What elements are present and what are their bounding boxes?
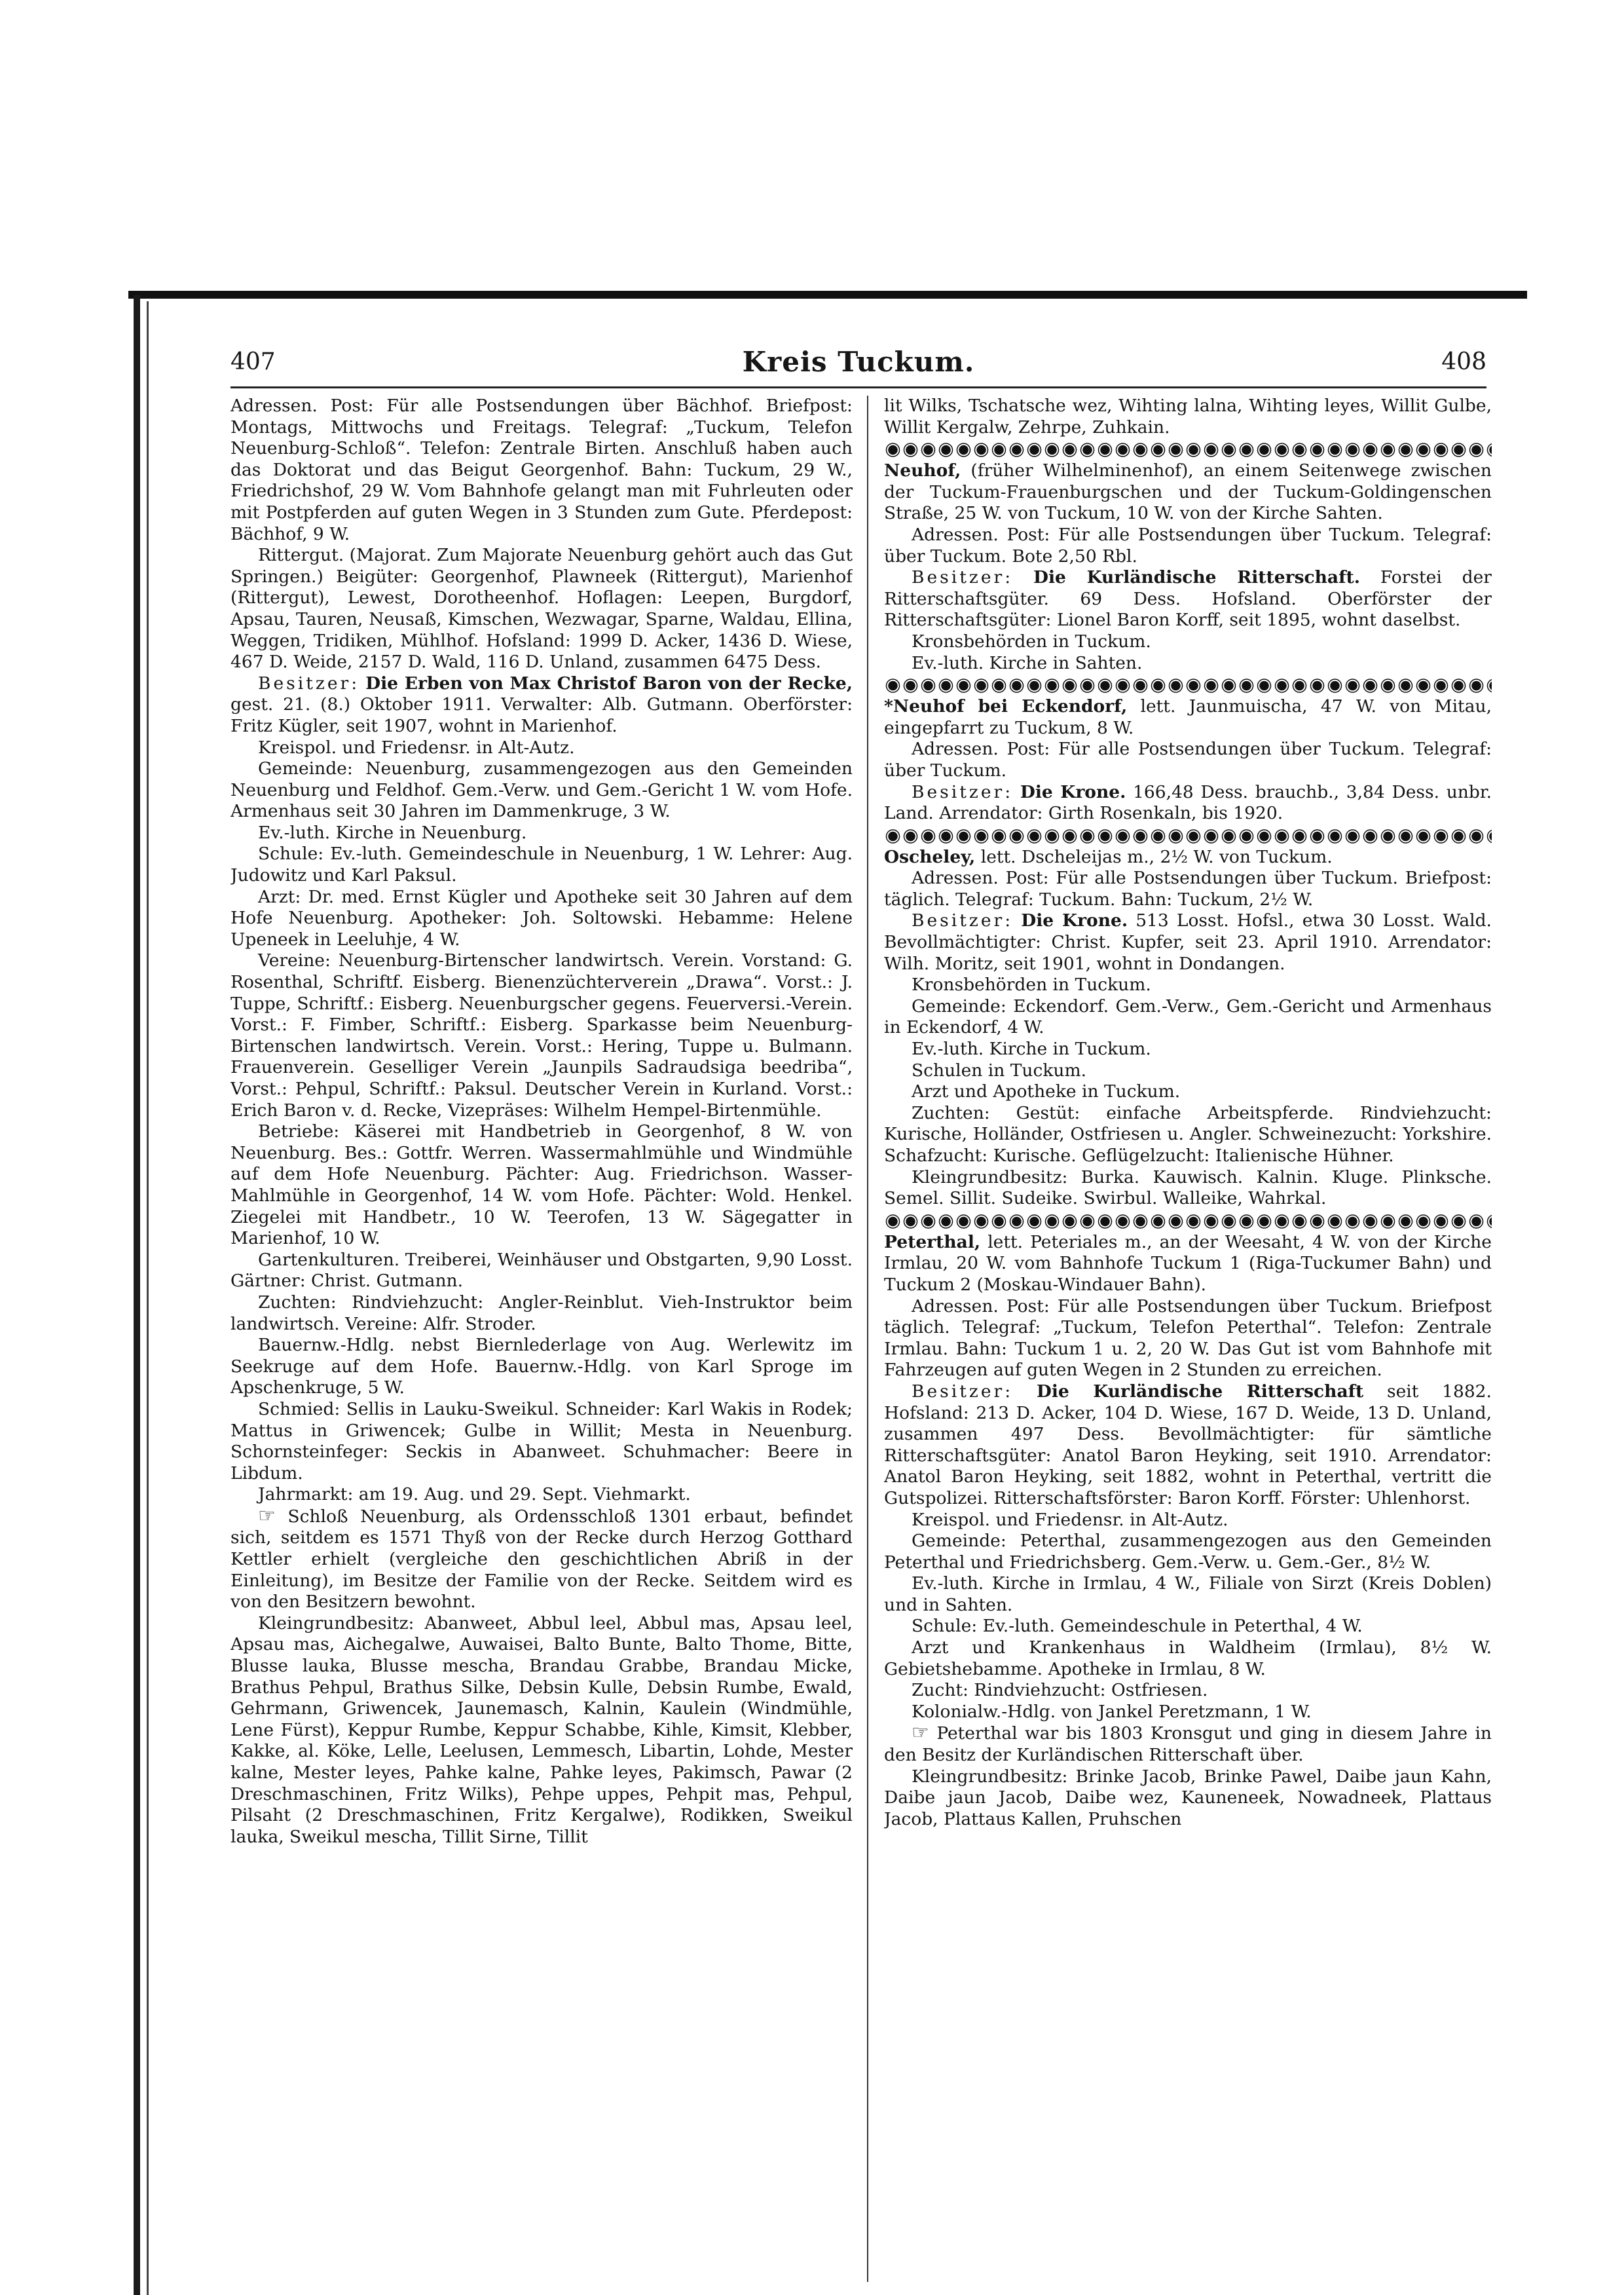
paragraph-vereine: Vereine: Neuenburg-Birtenscher landwirtsch. Verein. Vorstand: G. Rosenthal, Schriftf. Eisberg. Bienenzüchterverein „Drawa“. Vorst.: J. Tuppe, Schriftf.: Eisberg. Neuenburgscher gegens. Feuerversi.-Verein. Vorst.: F. Fimber, Schriftf.: Eisberg. Sparkasse beim Neuenburg-Birtenschen landwirtsch. Verein. Vorst.: Hering, Tuppe u. Bulmann. Frauenverein. Geselliger Verein „Jaunpils Sadraudsiga beedriba“, Vorst.: Pehpul, Schriftf.: Paksul. Deutscher Verein in Kurland. Vorst.: Erich Baron v. d. Recke, Vizepräses: Wilhelm Hempel-Birtenmühle.	[231, 950, 853, 1121]
entry-title: Oscheley,	[884, 846, 976, 867]
oscheley-krons: Kronsbehörden in Tuckum.	[912, 975, 1151, 996]
ornament-divider	[884, 827, 1492, 846]
paragraph-gemeinde: Gemeinde: Neuenburg, zusammengezogen aus den Gemeinden Neuenburg und Feldhof. Gem.-Verw. und Gem.-Gericht 1 W. vom Hofe. Armenhaus seit 30 Jahren im Dammenkruge, 3 W.	[231, 758, 853, 822]
oscheley-addresses: Adressen. Post: Für alle Postsendungen über Tuckum. Briefpost: täglich. Telegraf: Tuckum. Bahn: Tuckum, 2½ W.	[884, 868, 1492, 910]
page-edge-left	[134, 295, 140, 2295]
peterthal-zucht: Zucht: Rindviehzucht: Ostfriesen.	[912, 1680, 1208, 1701]
running-title: Kreis Tuckum.	[742, 346, 975, 378]
entry-peterthal	[884, 1232, 1492, 1296]
owner-label: Besitzer:	[912, 910, 1014, 931]
eckendorf-addresses: Adressen. Post: Für alle Postsendungen über Tuckum. Telegraf: über Tuckum.	[884, 739, 1492, 781]
peterthal-kleingrund: Kleingrundbesitz: Brinke Jacob, Brinke Pawel, Daibe jaun Kahn, Daibe jaun Jacob, Daibe wez, Kauneneek, Nowadneek, Plattaus Jacob, Plattaus Kallen, Pruhschen	[884, 1766, 1492, 1829]
peterthal-church: Ev.-luth. Kirche in Irmlau, 4 W., Filiale von Sirzt (Kreis Doblen) und in Sahten.	[884, 1573, 1492, 1615]
history-text: Peterthal war bis 1803 Kronsgut und ging in diesem Jahre in den Besitz der Kurländischen Ritterschaft über.	[884, 1723, 1492, 1766]
paragraph-bauernw: Bauernw.-Hdlg. nebst Biernlederlage von Aug. Werlewitz im Seekruge auf dem Hofe. Bauernw.-Hdlg. von Karl Sproge im Apschenkruge, 5 W.	[231, 1335, 853, 1398]
neuhof-krons: Kronsbehörden in Tuckum.	[912, 631, 1151, 652]
owner-name: Die Krone.	[1021, 910, 1128, 931]
owner-details: seit 1882. Hofsland: 213 D. Acker, 104 D. Wiese, 167 D. Weide, 13 D. Unland, zusammen 497 Dess. Bevollmächtigter: für sämtliche Ritterschaftsgüter: Anatol Baron Heyking, seit 1910. Arrendator: Anatol Baron Heyking, seit 1882, wohnt in Peterthal, vertritt die Gutspolizei. Ritterschaftsförster: Baron Korff. Förster: Uhlenhorst.	[884, 1381, 1492, 1508]
right-column	[884, 396, 1492, 2282]
owner-details: Forstei der Ritterschaftsgüter. 69 Dess. Hofsland. Oberförster der Ritterschaftsgüter: Lionel Baron Korff, seit 1895, wohnt daselbst.	[884, 567, 1492, 631]
header-rule	[231, 386, 1486, 388]
peterthal-arzt: Arzt und Krankenhaus in Waldheim (Irmlau), 8½ W. Gebietshebamme. Apotheke in Irmlau, 8 W.	[884, 1637, 1492, 1679]
entry-text: (früher Wilhelminenhof), an einem Seitenwege zwischen der Tuckum-Frauenburgschen und der Tuckum-Goldingenschen Straße, 25 W. von Tuckum, 10 W. von der Kirche Sahten.	[884, 460, 1492, 524]
owner-name: Die Kurländische Ritterschaft	[1036, 1381, 1364, 1402]
peterthal-kolonial: Kolonialw.-Hdlg. von Jankel Peretzmann, 1 W.	[912, 1701, 1312, 1722]
page-edge-shadow	[147, 301, 149, 2295]
neuhof-church: Ev.-luth. Kirche in Sahten.	[912, 652, 1143, 673]
entry-text: lett. Jaunmuischa, 47 W. von Mitau, eingepfarrt zu Tuckum, 8 W.	[884, 696, 1492, 738]
oscheley-kleingrund: Kleingrundbesitz: Burka. Kauwisch. Kalnin. Kluge. Plinksche. Semel. Sillit. Sudeike. Swirbul. Walleike, Wahrkal.	[884, 1166, 1492, 1209]
pointing-hand-icon: ☞	[912, 1721, 929, 1745]
ornament-divider	[884, 1212, 1492, 1231]
peterthal-kreispol: Kreispol. und Friedensr. in Alt-Autz.	[912, 1509, 1228, 1530]
owner-label: Besitzer:	[258, 673, 360, 694]
peterthal-gemeinde: Gemeinde: Peterthal, zusammengezogen aus den Gemeinden Peterthal und Friedrichsberg. Gem.-Verw. u. Gem.-Ger., 8½ W.	[884, 1531, 1492, 1573]
eckendorf-owner	[884, 782, 1492, 825]
oscheley-zuchten: Zuchten: Gestüt: einfache Arbeitspferde. Rindviehzucht: Kurische, Holländer, Ostfriesen u. Angler. Schweinezucht: Yorkshire. Schafzucht: Kurische. Geflügelzucht: Italienische Hühner.	[884, 1102, 1492, 1166]
peterthal-owner	[884, 1381, 1492, 1510]
page-header	[231, 348, 1486, 381]
peterthal-school: Schule: Ev.-luth. Gemeindeschule in Peterthal, 4 W.	[912, 1616, 1363, 1637]
entry-text: lett. Dscheleijas m., 2½ W. von Tuckum.	[980, 846, 1333, 867]
peterthal-history	[884, 1723, 1492, 1766]
paragraph-schloss	[231, 1506, 853, 1613]
column-divider	[867, 396, 868, 2282]
owner-details: 513 Losst. Hofsl., etwa 30 Losst. Wald. Bevollmächtigter: Christ. Kupfer, seit 23. April 1910. Arrendator: Wilh. Moritz, seit 1901, wohnt in Dondangen.	[884, 910, 1492, 974]
oscheley-church: Ev.-luth. Kirche in Tuckum.	[912, 1039, 1151, 1060]
owner-name: Die Erben von Max Christof Baron von der Recke,	[365, 673, 853, 694]
entry-title: Neuhof,	[884, 460, 961, 481]
neuhof-owner	[884, 567, 1492, 631]
entry-title: *Neuhof bei Eckendorf,	[884, 696, 1128, 717]
ornament-divider	[884, 441, 1492, 459]
paragraph-continued: lit Wilks, Tschatsche wez, Wihting lalna, Wihting leyes, Willit Gulbe, Willit Kergalw, Zehrpe, Zuhkain.	[884, 396, 1492, 438]
paragraph-school: Schule: Ev.-luth. Gemeindeschule in Neuenburg, 1 W. Lehrer: Aug. Judowitz und Karl Paksul.	[231, 844, 853, 886]
neuhof-addresses: Adressen. Post: Für alle Postsendungen über Tuckum. Telegraf: über Tuckum. Bote 2,50 Rbl.	[884, 524, 1492, 567]
schloss-text: Schloß Neuenburg, als Ordensschloß 1301 erbaut, befindet sich, seitdem es 1571 Thyß von der Recke durch Herzog Gotthard Kettler erhielt (vergleiche den geschichtlichen Abriß in der Einleitung), im Besitze der Familie von der Recke. Seitdem wird es von den Besitzern bewohnt.	[231, 1506, 853, 1613]
paragraph-arzt: Arzt: Dr. med. Ernst Kügler und Apotheke seit 30 Jahren auf dem Hofe Neuenburg. Apotheker: Joh. Soltowski. Hebamme: Helene Upeneek in Leeluhje, 4 W.	[231, 886, 853, 950]
left-column	[231, 396, 853, 2282]
paragraph-church: Ev.-luth. Kirche in Neuenburg.	[258, 822, 527, 843]
paragraph-addresses: Adressen. Post: Für alle Postsendungen über Bächhof. Briefpost: Montags, Mittwochs und Freitags. Telegraf: „Tuckum, Telefon Neuenburg-Schloß“. Telefon: Zentrale Birten. Anschluß haben auch das Doktorat und das Beigut Georgenhof. Bahn: Tuckum, 29 W., Friedrichshof, 29 W. Vom Bahnhofe gelangt man mit Fuhrleuten oder mit Postpferden auf guten Wegen in 3 Stunden zum Gute. Pferdepost: Bächhof, 9 W.	[231, 396, 853, 544]
oscheley-arzt: Arzt und Apotheke in Tuckum.	[912, 1081, 1181, 1102]
paragraph-zuchten: Zuchten: Rindviehzucht: Angler-Reinblut. Vieh-Instruktor beim landwirtsch. Vereine: Alfr. Stroder.	[231, 1292, 853, 1334]
paragraph-garten: Gartenkulturen. Treiberei, Weinhäuser und Obstgarten, 9,90 Losst. Gärtner: Christ. Gutmann.	[231, 1249, 853, 1292]
entry-title: Peterthal,	[884, 1231, 981, 1252]
owner-label: Besitzer:	[912, 781, 1014, 802]
entry-oscheley	[884, 847, 1492, 868]
pointing-hand-icon: ☞	[258, 1504, 276, 1527]
paragraph-jahrmarkt: Jahrmarkt: am 19. Aug. und 29. Sept. Viehmarkt.	[258, 1484, 691, 1505]
page-edge-top	[128, 291, 1527, 299]
owner-name: Die Kurländische Ritterschaft.	[1033, 567, 1360, 588]
ornament-divider	[884, 677, 1492, 695]
paragraph-kreispol: Kreispol. und Friedensr. in Alt-Autz.	[258, 737, 575, 758]
oscheley-owner	[884, 910, 1492, 975]
oscheley-gemeinde: Gemeinde: Eckendorf. Gem.-Verw., Gem.-Gericht und Armenhaus in Eckendorf, 4 W.	[884, 996, 1492, 1038]
owner-name: Die Krone.	[1020, 781, 1126, 802]
owner-label: Besitzer:	[912, 1381, 1014, 1402]
paragraph-rittergut: Rittergut. (Majorat. Zum Majorate Neuenburg gehört auch das Gut Springen.) Beigüter: Georgenhof, Plawneek (Rittergut), Marienhof (Rittergut), Lewest, Dorotheenhof. Hoflagen: Leepen, Burgdorf, Apsau, Tauren, Neusaß, Kimschen, Wezwagar, Sparne, Waldau, Ellina, Weggen, Tridiken, Mühlhof. Hofsland: 1999 D. Acker, 1436 D. Wiese, 467 D. Weide, 2157 D. Wald, 116 D. Unland, zusammen 6475 Dess.	[231, 545, 853, 673]
owner-label: Besitzer:	[912, 567, 1014, 588]
peterthal-addresses: Adressen. Post: Für alle Postsendungen über Tuckum. Briefpost täglich. Telegraf: „Tuckum, Telefon Peterthal“. Telefon: Zentrale Irmlau. Bahn: Tuckum 1 u. 2, 20 W. Das Gut ist vom Bahnhofe mit Fahrzeugen auf guten Wegen in 2 Stunden zu erreichen.	[884, 1296, 1492, 1381]
entry-neuhof	[884, 460, 1492, 525]
paragraph-owner	[231, 673, 853, 737]
paragraph-kleingrund: Kleingrundbesitz: Abanweet, Abbul leel, Abbul mas, Apsau leel, Apsau mas, Aichegalwe, Auwaisei, Balto Bunte, Balto Thome, Bitte, Blusse lauka, Blusse mescha, Brandau Grabbe, Brandau Micke, Brathus Pehpul, Brathus Silke, Debsin Kulle, Debsin Rumbe, Ewald, Gehrmann, Griwencek, Jaunemasch, Kalnin, Kaulein (Windmühle, Lene Fürst), Keppur Rumbe, Keppur Schabbe, Kihle, Kimsit, Klebber, Kakke, al. Köke, Lelle, Leelusen, Lemmesch, Libartin, Lohde, Mester kalne, Mester leyes, Pahke kalne, Pahke leyes, Pakimsch, Pawar (2 Dreschmaschinen, Fritz Wilks), Pehpe uppes, Pehpit mas, Pehpul, Pilsaht (2 Dreschmaschinen, Fritz Kergalwe), Rodikken, Sweikul lauka, Sweikul mescha, Tillit Sirne, Tillit	[231, 1613, 853, 1847]
entry-neuhof-eckendorf	[884, 696, 1492, 739]
oscheley-school: Schulen in Tuckum.	[912, 1060, 1087, 1081]
owner-details: gest. 21. (8.) Oktober 1911. Verwalter: Alb. Gutmann. Oberförster: Fritz Kügler, seit 1907, wohnt in Marienhof.	[231, 694, 853, 736]
page-number-right: 408	[1441, 348, 1486, 375]
paragraph-schmied: Schmied: Sellis in Lauku-Sweikul. Schneider: Karl Wakis in Rodek; Mattus in Griwencek; Gulbe in Willit; Mesta in Neuenburg. Schornsteinfeger: Seckis in Abanweet. Schuhmacher: Beere in Libdum.	[231, 1398, 853, 1483]
owner-details: 166,48 Dess. brauchb., 3,84 Dess. unbr. Land. Arrendator: Girth Rosenkaln, bis 1920.	[884, 781, 1492, 824]
paragraph-betriebe: Betriebe: Käserei mit Handbetrieb in Georgenhof, 8 W. von Neuenburg. Bes.: Gottfr. Werren. Wassermahlmühle und Windmühle auf dem Hofe Neuenburg. Pächter: Aug. Friedrichson. Wasser-Mahlmühle in Georgenhof, 14 W. vom Hofe. Pächter: Wold. Henkel. Ziegelei mit Handbetr., 10 W. Teerofen, 13 W. Sägegatter in Marienhof, 10 W.	[231, 1121, 853, 1249]
page-number-left: 407	[231, 348, 276, 375]
entry-text: lett. Peteriales m., an der Weesaht, 4 W. von der Kirche Irmlau, 20 W. vom Bahnhofe Tuckum 1 (Riga-Tuckumer Bahn) und Tuckum 2 (Moskau-Windauer Bahn).	[884, 1231, 1492, 1295]
